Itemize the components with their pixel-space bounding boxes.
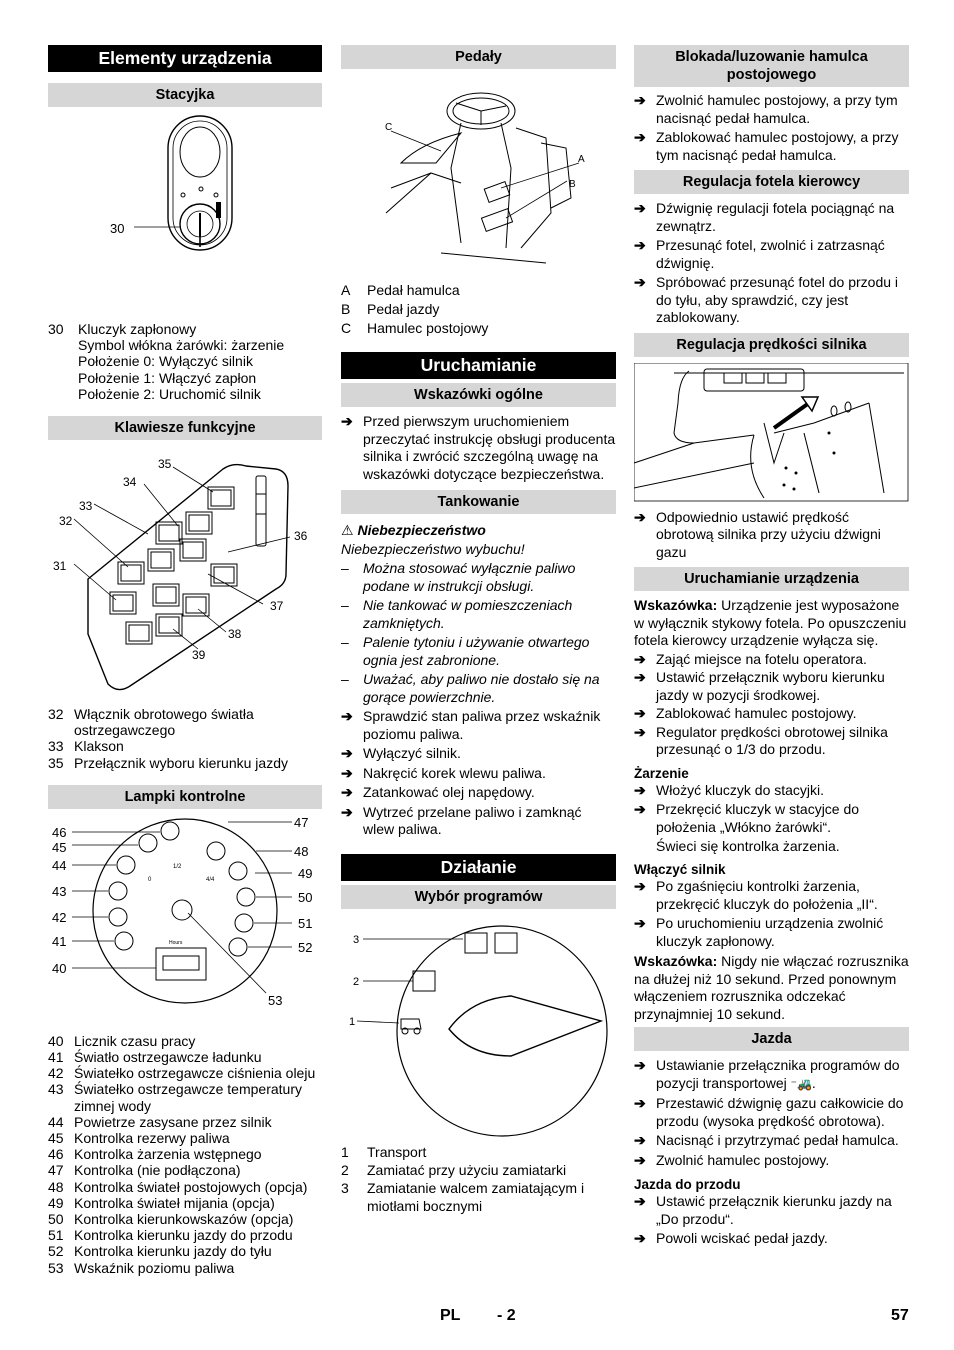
callout-42: 42 [52, 909, 67, 925]
warning-triangle-icon: ⚠ [341, 522, 354, 538]
arrow-icon: ➔ [634, 1132, 646, 1148]
arrow-icon: ➔ [634, 508, 646, 525]
callout-3: 3 [353, 933, 360, 946]
callout-37: 37 [270, 599, 284, 614]
callout-40: 40 [52, 960, 67, 976]
przod-steps: ➔ Ustawić przełącznik kierunku jazdy na „Do przodu“. ➔ Powoli wciskać pedał jazdy. [634, 1193, 892, 1246]
arrow-icon: ➔ [634, 705, 646, 721]
heading-tankowanie: Tankowanie [341, 490, 616, 514]
wybor-legend: 1 Transport 2 Zamiatać przy użyciu zamiatarki 3 Zamiatanie walcem zamiatającym i miotłami bocznymi [341, 1143, 585, 1214]
callout-51: 51 [298, 915, 313, 931]
footer-page-number: 57 [891, 1307, 909, 1324]
arrow-icon: ➔ [634, 1095, 646, 1111]
arrow-icon: ➔ [634, 237, 646, 253]
zarzenie-steps: ➔ Włożyć kluczyk do stacyjki. ➔ Przekręcić kluczyk w stacyjce do położenia „Włókno żarówki“. Świeci się kontrolka żarzenia. [634, 781, 860, 854]
wlaczyc-steps: ➔ Po zgaśnięciu kontrolki żarzenia, przekręcić kluczyk do położenia „II“. ➔ Po uruchomieniu urządzenia zwolnić kluczyk zapłonowy. [634, 878, 884, 949]
danger-dashes: – Można stosować wyłącznie paliwo podane w instrukcji obsługi. – Nie tankować w pomieszczeniach zamkniętych. – Palenie tytoniu i używanie otwartego ognia jest zabronione. – Uważać, aby paliwo nie dostało się na gorące powierzchnie. [341, 560, 600, 705]
callout-38: 38 [228, 627, 242, 642]
arrow-icon: ➔ [634, 781, 646, 798]
ignition-switch-figure [48, 109, 322, 259]
jazda-steps: ➔ Ustawianie przełącznika programów do pozycji transportowej ⁻🚜. ➔ Przestawić dźwignię gazu całkowicie do przodu (wysoka prędkość obrotowa). ➔ Nacisnąć i przytrzymać pedał hamulca. ➔ Zwolnić hamulec postojowy. [634, 1057, 904, 1168]
arrow-icon: ➔ [634, 129, 646, 145]
callout-2: 2 [353, 975, 360, 988]
arrow-icon: ➔ [341, 708, 353, 724]
callout-32: 32 [59, 514, 73, 529]
arrow-icon: ➔ [341, 413, 353, 429]
arrow-icon: ➔ [634, 878, 646, 894]
footer-lang: PL [440, 1307, 461, 1324]
callout-50: 50 [298, 889, 313, 905]
gauge-zero: 0 [148, 876, 152, 883]
klawisze-legend: 32 Włącznik obrotowego światła ostrzegawczego 33 Klakson 35 Przełącznik wyboru kierunku jazdy [48, 706, 288, 771]
arrow-icon: ➔ [634, 92, 646, 108]
callout-49: 49 [298, 865, 313, 881]
callout-31: 31 [53, 559, 67, 574]
heading-lampki: Lampki kontrolne [48, 785, 322, 809]
program-selector-figure [341, 911, 616, 1141]
arrow-icon: ➔ [634, 1151, 646, 1168]
callout-a: A [578, 154, 585, 165]
heading-stacyjka: Stacyjka [48, 83, 322, 107]
callout-33: 33 [79, 499, 93, 514]
subheading-wlaczyc-silnik: Włączyć silnik [634, 862, 726, 877]
throttle-lever-figure [634, 363, 909, 503]
callout-30: 30 [110, 221, 125, 236]
callout-35: 35 [158, 457, 172, 472]
arrow-icon: ➔ [634, 1193, 646, 1209]
heading-predkosc: Regulacja prędkości silnika [634, 333, 909, 357]
blokada-steps: ➔ Zwolnić hamulec postojowy, a przy tym nacisnąć pedał hamulca. ➔ Zablokować hamulec postojowy, a przy tym nacisnąć pedał hamulca. [634, 92, 899, 163]
gauge-full: 4/4 [206, 876, 215, 883]
heading-blokada: Blokada/luzowanie hamulca postojowego [634, 45, 909, 87]
column-3 [634, 45, 909, 1248]
indicator-lamps-figure [48, 813, 322, 1013]
danger-text: Niebezpieczeństwo wybuchu! [341, 541, 525, 557]
column-2 [341, 45, 616, 1215]
arrow-icon: ➔ [341, 764, 353, 781]
section-title-dzialanie: Działanie [341, 854, 616, 881]
arrow-icon: ➔ [341, 745, 353, 761]
fotel-steps: ➔ Dźwignię regulacji fotela pociągnąć na zewnątrz. ➔ Przesunąć fotel, zwolnić i zatrzasnąć dźwignię. ➔ Spróbować przesunąć fotel do przodu i do tyłu, aby sprawdzić, czy jest zablokowany. [634, 200, 899, 325]
heading-uruchamianie-urzadzenia: Uruchamianie urządzenia [634, 567, 909, 591]
callout-46: 46 [52, 824, 67, 840]
callout-52: 52 [298, 939, 313, 955]
heading-jazda: Jazda [634, 1027, 909, 1051]
note-starter: Wskazówka: Nigdy nie włączać rozrusznika na dłużej niż 10 sekund. Przed ponownym włączeniem rozrusznika odczekać przynajmniej 10 sekund. [634, 953, 909, 1022]
arrow-icon: ➔ [341, 803, 353, 820]
callout-48: 48 [294, 843, 309, 859]
wskazowki-steps: ➔ Przed pierwszym uruchomieniem przeczytać instrukcję obsługi producenta silnika i zwrócić szczególną uwagę na wskazówki dotyczące bezpieczeństwa. [341, 413, 616, 482]
gauge-half: 1/2 [173, 863, 182, 870]
arrow-icon: ➔ [634, 801, 646, 817]
arrow-icon: ➔ [634, 723, 646, 740]
uruch-steps: ➔ Zająć miejsce na fotelu operatora. ➔ Ustawić przełącznik wyboru kierunku jazdy w pozycji środkowej. ➔ Zablokować hamulec postojowy. ➔ Regulator prędkości obrotowej silnika przesunąć o 1/3 do przodu. [634, 650, 888, 757]
callout-41: 41 [52, 933, 67, 949]
arrow-icon: ➔ [634, 915, 646, 931]
heading-fotel: Regulacja fotela kierowcy [634, 170, 909, 194]
column-1 [48, 45, 322, 1276]
pedaly-legend: A Pedał hamulca B Pedał jazdy C Hamulec postojowy [341, 282, 489, 336]
callout-44: 44 [52, 857, 67, 873]
arrow-icon: ➔ [634, 1230, 646, 1246]
callout-1: 1 [349, 1015, 356, 1028]
callout-c: C [385, 122, 393, 133]
section-title-elementy: Elementy urządzenia [48, 45, 322, 72]
hours-label: Hours [169, 939, 183, 946]
callout-b: B [569, 179, 576, 190]
predkosc-steps: ➔ Odpowiednio ustawić prędkość obrotową silnika przy użyciu dźwigni gazu [634, 508, 881, 560]
transport-icon: ⁻🚜 [790, 1076, 812, 1091]
heading-klawisze: Klawiesze funkcyjne [48, 416, 322, 440]
function-keys-figure [48, 444, 322, 694]
callout-36: 36 [294, 529, 308, 544]
arrow-icon: ➔ [634, 669, 646, 685]
callout-34: 34 [123, 475, 137, 490]
stacyjka-legend: 30 Kluczyk zapłonowy Symbol włókna żarówki: żarzenie Położenie 0: Wyłączyć silnik Położenie 1: Włączyć zapłon Położenie 2: Uruchomić silnik [48, 321, 285, 402]
note-seat-switch: Wskazówka: Urządzenie jest wyposażone w wyłącznik stykowy fotela. Po opuszczeniu fotela kierowcy urządzenie wyłącza się. [634, 597, 907, 648]
callout-53: 53 [268, 992, 283, 1008]
callout-39: 39 [192, 648, 206, 663]
subheading-zarzenie: Żarzenie [634, 765, 689, 781]
tankowanie-steps: ➔ Sprawdzić stan paliwa przez wskaźnik poziomu paliwa. ➔ Wyłączyć silnik. ➔ Nakręcić korek wlewu paliwa. ➔ Zatankować olej napędowy. ➔ Wytrzeć przelane paliwo i zamknąć wlew paliwa. [341, 708, 601, 837]
heading-wybor: Wybór programów [341, 885, 616, 909]
callout-45: 45 [52, 839, 67, 855]
callout-43: 43 [52, 883, 67, 899]
heading-wskazowki: Wskazówki ogólne [341, 383, 616, 407]
lampki-legend: 40 Licznik czasu pracy 41 Światło ostrzegawcze ładunku 42 Światełko ostrzegawcze ciśnienia oleju 43 Światełko ostrzegawcze temperatury zimnej wody 44 Powietrze zasysane przez silnik 45 Kontrolka rezerwy paliwa 46 Kontrolka żarzenia wstępnego 47 Kontrolka (nie podłączona) 48 Kontrolka świateł postojowych (opcja) 49 Kontrolka świateł mijania (opcja) 50 Kontrolka kierunkowskazów (opcja) 51 Kontrolka kierunku jazdy do przodu 52 Kontrolka kierunku jazdy do tyłu 53 Wskaźnik poziomu paliwa [48, 1032, 316, 1276]
arrow-icon: ➔ [634, 1057, 646, 1073]
arrow-icon: ➔ [634, 274, 646, 290]
footer-section: - 2 [497, 1307, 516, 1324]
subheading-jazda-do-przodu: Jazda do przodu [634, 1177, 741, 1192]
arrow-icon: ➔ [634, 650, 646, 667]
arrow-icon: ➔ [341, 784, 353, 800]
danger-title: ⚠ Niebezpieczeństwo [341, 522, 486, 538]
heading-pedaly: Pedały [341, 45, 616, 69]
pedals-figure [341, 73, 616, 273]
section-title-uruchamianie: Uruchamianie [341, 352, 616, 379]
arrow-icon: ➔ [634, 200, 646, 216]
callout-47: 47 [294, 814, 309, 830]
